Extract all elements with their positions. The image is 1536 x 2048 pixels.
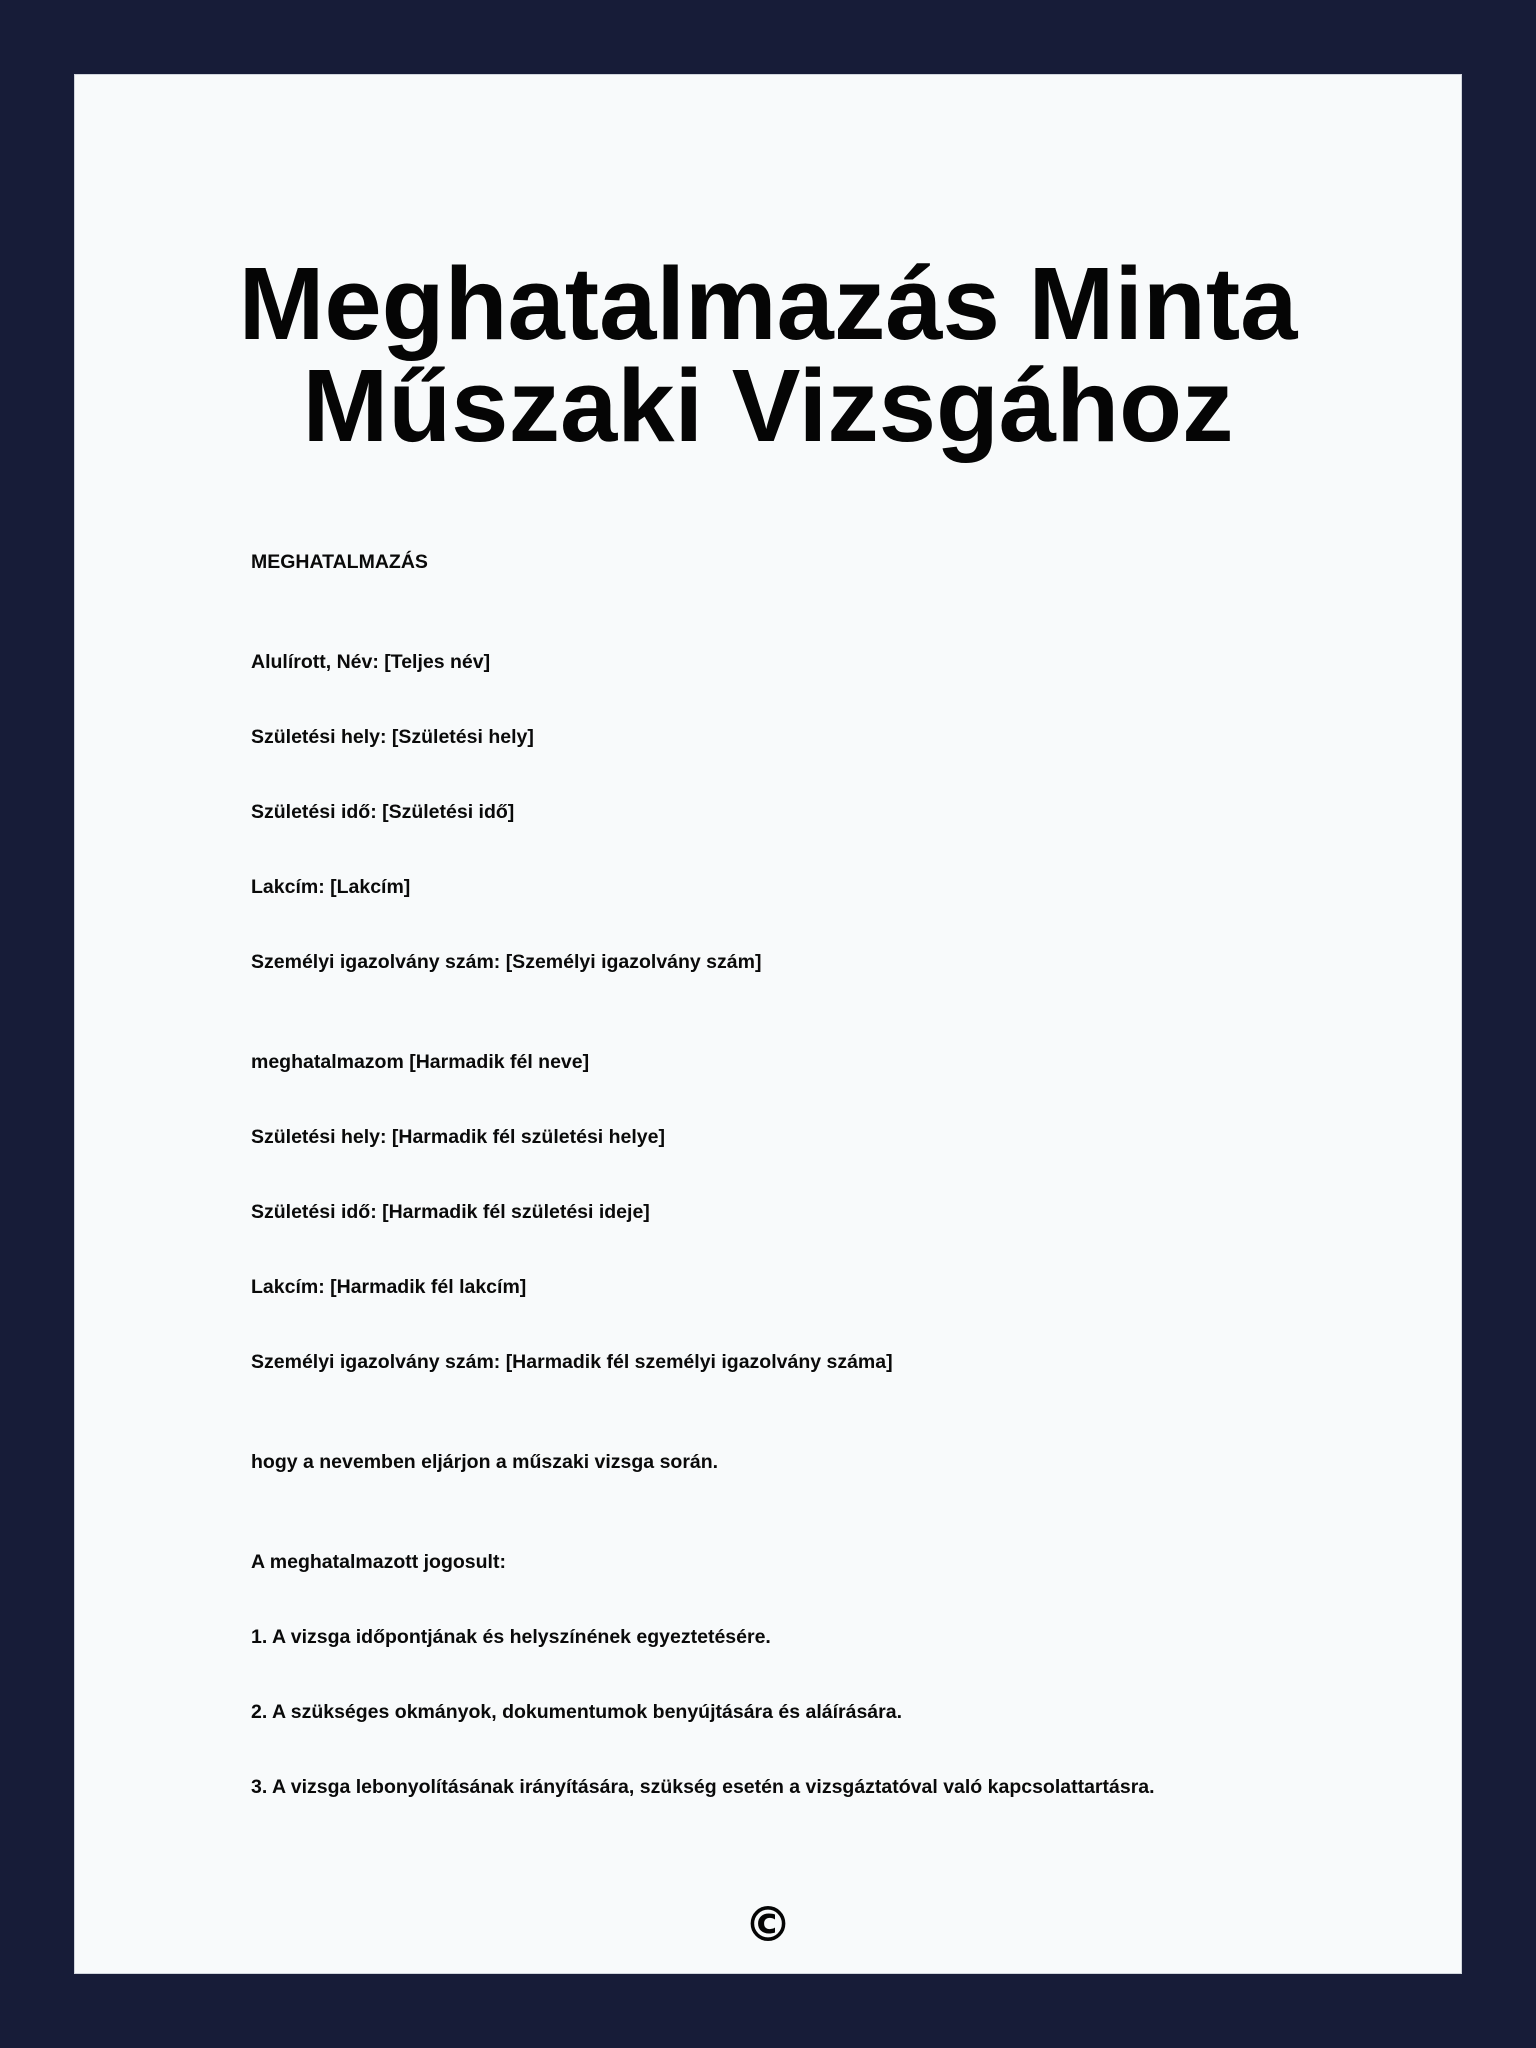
section-heading: MEGHATALMAZÁS xyxy=(251,551,428,573)
agent-birthplace: Születési hely: [Harmadik fél születési helye] xyxy=(251,1126,665,1148)
right-item-3: 3. A vizsga lebonyolításának irányítására, szükség esetén a vizsgáztatóval való kapcsolattartásra. xyxy=(251,1776,1155,1798)
document-title xyxy=(75,246,1461,463)
title-line-1: Meghatalmazás Minta xyxy=(238,246,1298,361)
title-line-2: Műszaki Vizsgához xyxy=(302,348,1234,463)
right-item-2: 2. A szükséges okmányok, dokumentumok benyújtására és aláírására. xyxy=(251,1701,903,1723)
agent-name: meghatalmazom [Harmadik fél neve] xyxy=(251,1051,590,1073)
principal-id-number: Személyi igazolvány szám: [Személyi igazolvány szám] xyxy=(251,951,762,973)
principal-address: Lakcím: [Lakcím] xyxy=(251,876,411,898)
document-page xyxy=(74,74,1462,1974)
agent-id-number: Személyi igazolvány szám: [Harmadik fél személyi igazolvány száma] xyxy=(251,1351,893,1373)
agent-birthdate: Születési idő: [Harmadik fél születési ideje] xyxy=(251,1201,650,1223)
principal-birthdate: Születési idő: [Születési idő] xyxy=(251,801,515,823)
copyright-icon: © xyxy=(744,1897,792,1953)
principal-name: Alulírott, Név: [Teljes név] xyxy=(251,651,491,673)
agent-address: Lakcím: [Harmadik fél lakcím] xyxy=(251,1276,527,1298)
right-item-1: 1. A vizsga időpontjának és helyszínének egyeztetésére. xyxy=(251,1626,771,1648)
rights-intro: A meghatalmazott jogosult: xyxy=(251,1551,506,1573)
principal-birthplace: Születési hely: [Születési hely] xyxy=(251,726,534,748)
purpose-statement: hogy a nevemben eljárjon a műszaki vizsga során. xyxy=(251,1451,719,1473)
